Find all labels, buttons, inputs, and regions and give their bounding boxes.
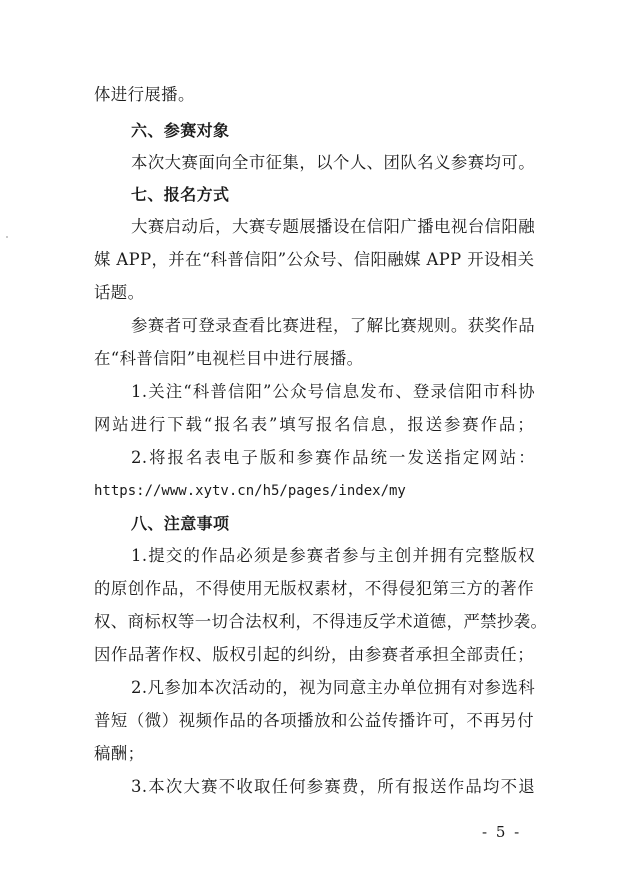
list-item-line: 2.将报名表电子版和参赛作品统一发送指定网站：: [131, 448, 535, 467]
list-item-line: 网站进行下载“报名表”填写报名信息，报送参赛作品；: [94, 415, 534, 434]
paragraph-line: 媒 APP，并在“科普信阳”公众号、信阳融媒 APP 开设相关: [94, 250, 535, 269]
paragraph-line: 大赛启动后，大赛专题展播设在信阳广播电视台信阳融: [131, 217, 535, 236]
list-item-line: 3.本次大赛不收取任何参赛费，所有报送作品均不退: [131, 777, 535, 796]
list-item-line: 1.提交的作品必须是参赛者参与主创并拥有完整版权: [131, 546, 535, 565]
section-heading-eight: 八、注意事项: [131, 514, 230, 533]
paragraph-line: 本次大赛面向全市征集，以个人、团队名义参赛均可。: [131, 153, 535, 172]
website-url: https://www.xytv.cn/h5/pages/index/my: [94, 483, 406, 499]
list-item-line: 的原创作品，不得使用无版权素材，不得侵犯第三方的著作: [94, 579, 534, 598]
paragraph-line: 参赛者可登录查看比赛进程，了解比赛规则。获奖作品: [131, 316, 535, 335]
list-item-line: 普短（微）视频作品的各项播放和公益传播许可，不再另付: [94, 711, 534, 730]
paragraph-line: 在“科普信阳”电视栏目中进行展播。: [94, 349, 364, 368]
page-number: - 5 -: [482, 823, 522, 841]
list-item-line: 权、商标权等一切合法权利，不得违反学术道德，严禁抄袭。: [94, 612, 548, 631]
list-item-line: 因作品著作权、版权引起的纠纷，由参赛者承担全部责任；: [94, 645, 534, 664]
scan-speck: [6, 236, 8, 238]
list-item-line: 稿酬；: [94, 744, 145, 763]
section-heading-seven: 七、报名方式: [131, 185, 230, 204]
list-item-line: 1.关注“科普信阳”公众号信息发布、登录信阳市科协: [131, 382, 535, 401]
paragraph-line: 体进行展播。: [94, 85, 195, 104]
section-heading-six: 六、参赛对象: [131, 121, 230, 140]
paragraph-line: 话题。: [94, 283, 145, 302]
list-item-line: 2.凡参加本次活动的，视为同意主办单位拥有对参选科: [131, 678, 535, 697]
